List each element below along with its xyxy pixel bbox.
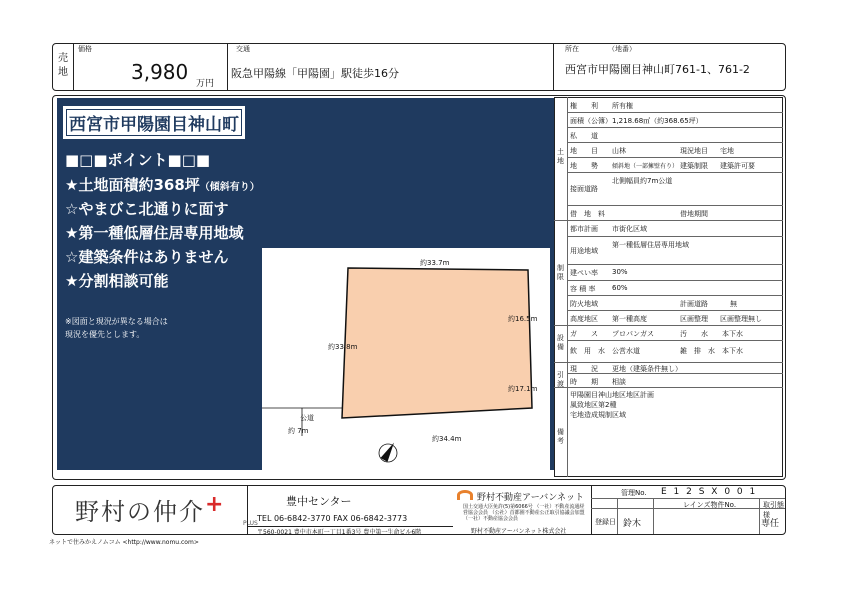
row-kenri-label: 権 利 <box>570 102 598 110</box>
remarks-line-2: 風致地区第2種 <box>570 401 617 409</box>
row-youseki-label: 容 積 率 <box>570 285 596 293</box>
road-width: 約 7m <box>288 427 309 435</box>
row-gas-label2: 汚 水 <box>680 330 708 338</box>
row-water-value2: 本下水 <box>722 347 743 355</box>
row-youto-value: 第一種低層住居専用地域 <box>612 241 689 249</box>
row-koudo-value2: 区画整理無し <box>720 315 762 323</box>
dim-top: 約33.7m <box>420 259 450 267</box>
row-koudo-value: 第一種高度 <box>612 315 647 323</box>
logo-text: 野村の仲介 <box>75 498 205 526</box>
lot-shape-svg <box>262 248 550 470</box>
notice-line-2: 現況を優先とします。 <box>65 330 145 339</box>
access-label: 交通 <box>236 45 250 53</box>
row-menseki-value: 1,218.68㎡（約368.65坪） <box>612 117 703 125</box>
site-url[interactable]: ネットで住みかえノムコム <http://www.nomu.com> <box>49 539 199 546</box>
reins-label: レインズ物件No. <box>683 501 737 509</box>
row-chisei-label: 地 勢 <box>570 162 598 170</box>
page-title <box>63 106 245 139</box>
registered-label: 登録日 <box>595 518 616 526</box>
row-water-label: 飲 用 水 <box>570 347 605 355</box>
row-kenpei-value: 30% <box>612 268 628 276</box>
row-kenri-value: 所有権 <box>612 102 633 110</box>
group-facility: 設 備 <box>557 334 564 351</box>
row-water-value: 公営水道 <box>612 347 640 355</box>
point-3: ★第一種低層住居専用地域 <box>65 224 244 242</box>
row-bouka-label: 防火地域 <box>570 300 598 308</box>
row-chisei-value: 傾斜地（一部擁壁有り） <box>612 163 679 170</box>
group-law: 制 限 <box>557 264 564 281</box>
group-land: 土 地 <box>557 148 564 165</box>
transaction-label: 取引態様 <box>763 501 784 519</box>
group-remarks: 備 考 <box>557 428 564 445</box>
point-1: ★土地面積約368坪（傾斜有り） <box>65 176 260 194</box>
notice-line-1: ※図面と現況が異なる場合は <box>65 317 168 326</box>
logo-sub: PLUS <box>243 520 258 527</box>
dim-left: 約33.8m <box>328 343 358 351</box>
row-chimoku-value2: 宅地 <box>720 147 734 155</box>
row-toshi-value: 市街化区域 <box>612 225 647 233</box>
row-chimoku-value: 山林 <box>612 147 626 155</box>
row-gas-value: プロパンガス <box>612 330 654 338</box>
location-label: 所在 <box>565 45 579 53</box>
mgmt-value: E 1 2 S X 0 0 1 <box>661 487 758 497</box>
row-kenpei-label: 建ぺい率 <box>570 269 598 277</box>
points-heading: ■□■ポイント■□■ <box>65 151 211 169</box>
row-chisei-value2: 建築許可要 <box>720 162 755 170</box>
branch-phone: TEL 06-6842-3770 FAX 06-6842-3773 <box>257 514 408 523</box>
price-label: 価格 <box>78 45 92 53</box>
row-road-label: 接面道路 <box>570 185 598 193</box>
row-water-label2: 雑 排 水 <box>680 347 715 355</box>
location-value: 西宮市甲陽園目神山町761-1、761-2 <box>565 63 750 76</box>
row-menseki-label: 面積（公簿） <box>570 117 612 125</box>
dim-right-upper: 約16.5m <box>508 315 538 323</box>
row-jiki-label: 時 期 <box>570 378 598 386</box>
row-genkyo-value: 更地（建築条件無し） <box>612 365 682 373</box>
row-toshi-label: 都市計画 <box>570 225 598 233</box>
access-value: 阪急甲陽線「甲陽園」駅徒歩16分 <box>231 67 399 80</box>
row-genkyo-label: 現 況 <box>570 365 598 373</box>
row-rent-label: 借 地 料 <box>570 210 605 218</box>
dim-right-lower: 約17.1m <box>508 385 538 393</box>
footer-bar <box>52 485 786 535</box>
lot-diagram <box>262 248 550 470</box>
branch-name: 豊中センター <box>286 495 352 508</box>
row-shidou-label: 私 道 <box>570 132 598 140</box>
lot-polygon <box>342 268 532 418</box>
transaction-value: 専任 <box>761 519 780 529</box>
location-sub: （地番） <box>608 45 636 53</box>
logo <box>75 492 258 527</box>
company-name: 野村不動産アーバンネット株式会社 <box>471 528 567 535</box>
row-bouka-value2: 無 <box>730 300 737 308</box>
price-unit: 万円 <box>196 79 215 89</box>
company-logo: 野村不動産アーバンネット <box>477 493 585 503</box>
logo-plus: + <box>205 492 224 517</box>
row-chimoku-label: 地 目 <box>570 147 598 155</box>
group-delivery: 引 渡 <box>557 371 564 388</box>
north-arrow-icon <box>379 441 397 462</box>
row-bouka-label2: 計画道路 <box>680 300 708 308</box>
row-youto-label: 用途地域 <box>570 247 598 255</box>
row-gas-value2: 本下水 <box>722 330 743 338</box>
dim-bottom: 約34.4m <box>432 435 462 443</box>
staff-name: 鈴木 <box>623 519 642 529</box>
sale-type-label: 売 地 <box>58 53 68 78</box>
page-title-text: 西宮市甲陽園目神山町 <box>69 115 239 135</box>
price-value: 3,980 <box>131 60 189 84</box>
road-label: 公道 <box>300 414 314 422</box>
row-gas-label: ガ ス <box>570 330 598 338</box>
point-5: ★分割相談可能 <box>65 272 169 290</box>
row-rent-label2: 借地期間 <box>680 210 708 218</box>
row-chisei-label2: 建築制限 <box>680 162 708 170</box>
row-chimoku-label2: 現況地目 <box>680 147 708 155</box>
mgmt-label: 管理No. <box>621 489 647 497</box>
remarks-line-3: 宅地造成規制区域 <box>570 411 626 419</box>
row-jiki-value: 相談 <box>612 378 626 386</box>
branch-address: 〒560-0021 豊中市本町一丁目1番3号 豊中第一生命ビル6階 <box>257 529 422 536</box>
company-logo-icon <box>457 490 473 500</box>
company-license: 国土交通大臣免許(5)第6066号 （一社）不動産流通経営協会会員 （公社）首都圏不動産公正取引協議会加盟 （一社）不動産協会会員 <box>463 504 585 522</box>
row-koudo-label: 高度地区 <box>570 315 598 323</box>
row-youseki-value: 60% <box>612 284 628 292</box>
row-road-value: 北側幅員約7m公道 <box>612 177 673 185</box>
point-4: ☆建築条件はありません <box>65 248 229 266</box>
point-2: ☆やまびこ北通りに面す <box>65 200 229 218</box>
header-bar <box>52 43 786 91</box>
row-koudo-label2: 区画整理 <box>680 315 708 323</box>
remarks-line-1: 甲陽園目神山地区地区計画 <box>570 391 654 399</box>
